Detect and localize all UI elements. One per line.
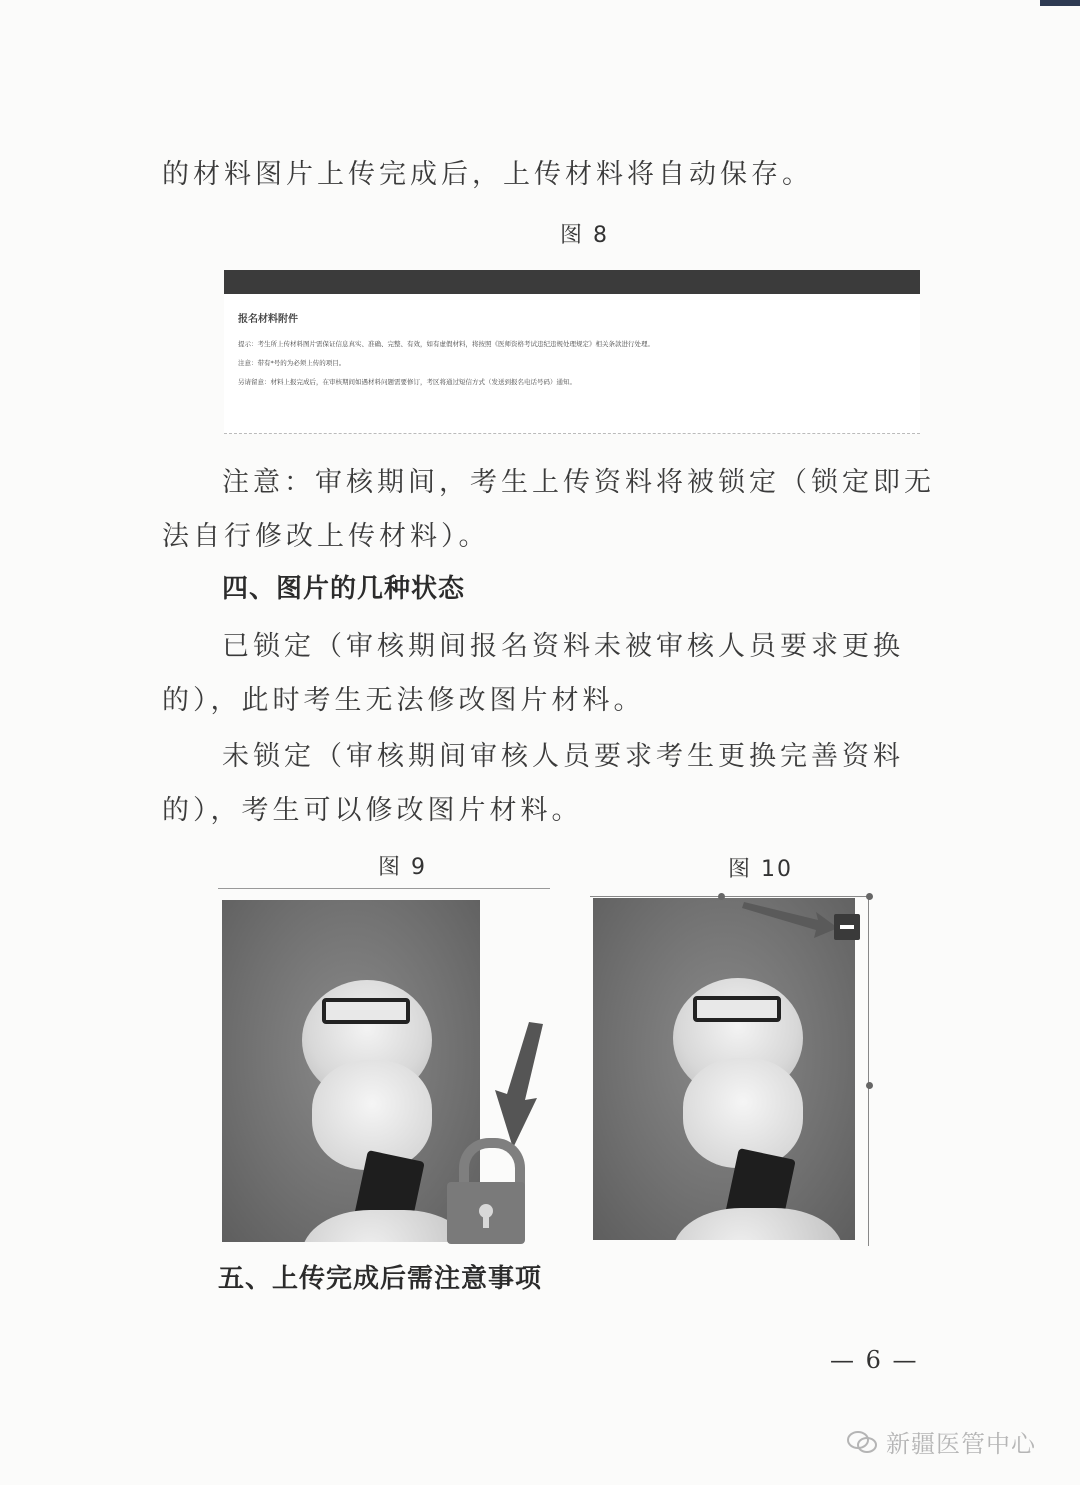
minus-icon[interactable] <box>834 914 860 940</box>
paragraph-locked-note: 注意：审核期间，考生上传资料将被锁定（锁定即无法自行修改上传材料）。 <box>162 467 935 552</box>
figure-8-divider <box>224 433 920 434</box>
figure-10-right-rule <box>868 896 869 1246</box>
section-heading-4: 四、图片的几种状态 <box>222 574 466 604</box>
arrow-icon <box>485 1020 549 1150</box>
figure-9-top-rule <box>218 888 550 889</box>
watermark-text: 新疆医管中心 <box>886 1430 1036 1458</box>
figure-10-caption: 图 10 <box>728 857 793 882</box>
figure-10-photo <box>593 898 855 1240</box>
resize-handle[interactable] <box>866 1082 873 1089</box>
paragraph-unlocked-state: 未锁定（审核期间审核人员要求考生更换完善资料的），考生可以修改图片材料。 <box>162 741 904 826</box>
padlock-icon <box>447 1138 525 1244</box>
figure-9-photo <box>222 900 480 1242</box>
figure-10-top-rule <box>590 896 870 897</box>
resize-handle[interactable] <box>866 893 873 900</box>
corner-mark <box>1040 0 1080 6</box>
paragraph-locked-state: 已锁定（审核期间报名资料未被审核人员要求更换的），此时考生无法修改图片材料。 <box>162 631 904 716</box>
figure-8-caption: 图 8 <box>560 223 609 248</box>
figure-8-screenshot <box>224 270 920 434</box>
figure-8-required-note: 注意：带有*号的为必须上传的项目。 <box>238 359 346 367</box>
resize-handle[interactable] <box>718 893 725 900</box>
figure-8-panel-title: 报名材料附件 <box>238 314 298 325</box>
figure-10-character <box>633 978 823 1240</box>
figure-8-header-bar <box>224 270 920 294</box>
figure-9-caption: 图 9 <box>378 855 427 880</box>
figure-8-notice-line: 提示：考生所上传材料图片需保证信息真实、准确、完整、有效，如有虚假材料，将按照《医师资格考试违纪违规处理规定》相关条款进行处理。 <box>238 340 654 348</box>
watermark <box>846 1424 1036 1459</box>
figure-9-character <box>262 980 452 1242</box>
page-number: — 6 — <box>830 1346 919 1374</box>
section-heading-5: 五、上传完成后需注意事项 <box>218 1264 543 1294</box>
wechat-icon <box>846 1430 878 1454</box>
paragraph-auto-save: 的材料图片上传完成后，上传材料将自动保存。 <box>162 159 813 190</box>
figure-8-revision-note: 另请留意：材料上报完成后，在审核期间如遇材料问题需要修订，考区将通过短信方式（发送到报名电话号码）通知。 <box>238 378 576 386</box>
